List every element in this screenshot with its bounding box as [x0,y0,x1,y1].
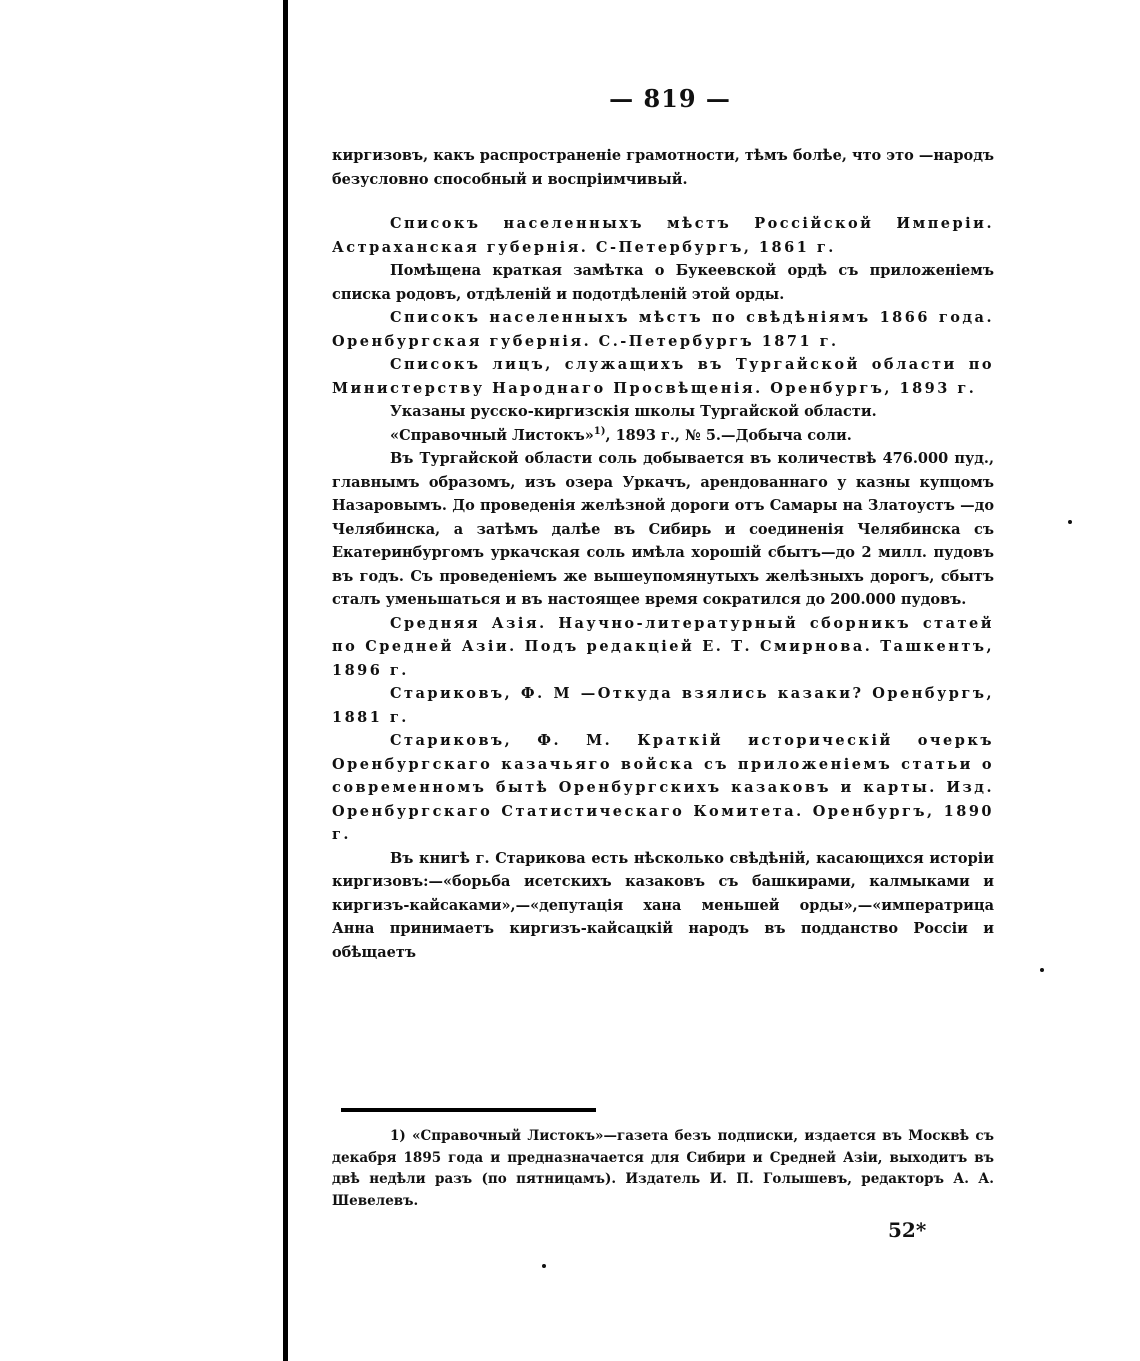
entry-annotation: Въ книгѣ г. Старикова есть нѣсколько свѣдѣній, касающихся исторіи киргизовъ:—«борьба исетскихъ казаковъ съ башкирами, калмыками и киргизъ-кайсаками»,—«депутація хана меньшей орды»,—«императрица Анна принимаетъ киргизъ-кайсацкій народъ въ подданство Россіи и обѣщаетъ [332,849,994,961]
bibliography-entry: Стариковъ, Ф. М —Откуда взялись казаки? Оренбургъ, 1881 г. [332,685,994,726]
footnote-separator [341,1108,596,1112]
entry-title: «Справочный Листокъ» [390,426,594,444]
bibliography-entry [332,424,994,448]
footnote-mark: 1) [390,1128,406,1144]
footnote [332,1126,994,1212]
entry-annotation: Указаны русско-киргизскія школы Тургайской области. [390,403,877,420]
printer-signature-mark: 52* [888,1218,927,1242]
scan-speck [1068,520,1072,524]
footnote-text: «Справочный Листокъ»—газета безъ подписки, издается въ Москвѣ съ декабря 1895 года и предназначается для Сибири и Средней Азіи, выходитъ въ двѣ недѣли разъ (по пятницамъ). Издатель И. П. Голышевъ, редакторъ А. А. Шевелевъ. [332,1128,994,1209]
bibliography-entry: Списокъ населенныхъ мѣстъ Россійской Имперіи. Астраханская губернія. С-Петербургъ, 1861 г. [332,215,994,256]
continued-paragraph: киргизовъ, какъ распространеніе грамотности, тѣмъ болѣе, что это —народъ безусловно способный и воспріимчивый. [332,147,994,188]
scan-speck [1040,968,1044,972]
page-body [332,144,994,964]
entry-annotation: Помѣщена краткая замѣтка о Букеевской ордѣ съ приложеніемъ списка родовъ, отдѣленій и подотдѣленій этой орды. [332,262,994,303]
page-spine [283,0,288,1361]
bibliography-entry: Стариковъ, Ф. М. Краткій историческій очеркъ Оренбургскаго казачьяго войска съ приложеніемъ статьи о современномъ бытѣ Оренбургскихъ казаковъ и карты. Изд. Оренбургскаго Статистическаго Комитета. Оренбургъ, 1890 г. [332,732,994,843]
scan-speck [542,1264,546,1268]
footnote-reference: 1) [593,425,606,437]
bibliography-entry: Средняя Азія. Научно-литературный сборникъ статей по Средней Азіи. Подъ редакціей Е. Т. Смирнова. Ташкентъ, 1896 г. [332,614,994,679]
page-number: — 819 — [609,84,731,113]
bibliography-entry: Списокъ населенныхъ мѣстъ по свѣдѣніямъ 1866 года. Оренбургская губернія. С.-Петербургъ 1871 г. [332,309,994,350]
entry-details: , 1893 г., № 5.—Добыча соли. [605,426,852,444]
entry-annotation: Въ Тургайской области соль добывается въ количествѣ 476.000 пуд., главнымъ образомъ, изъ озера Уркачъ, арендованнаго у казны купцомъ Назаровымъ. До проведенія желѣзной дороги отъ Самары на Златоустъ —до Челябинска, а затѣмъ далѣе въ Сибирь и соединенія Челябинска съ Екатеринбургомъ уркачская соль имѣла хорошій сбытъ—до 2 милл. пудовъ въ годъ. Съ проведеніемъ же вышеупомянутыхъ желѣзныхъ дорогъ, сбытъ сталъ уменьшаться и въ настоящее время сократился до 200.000 пудовъ. [332,450,994,608]
bibliography-entry: Списокъ лицъ, служащихъ въ Тургайской области по Министерству Народнаго Просвѣщенія. Оренбургъ, 1893 г. [332,356,994,397]
